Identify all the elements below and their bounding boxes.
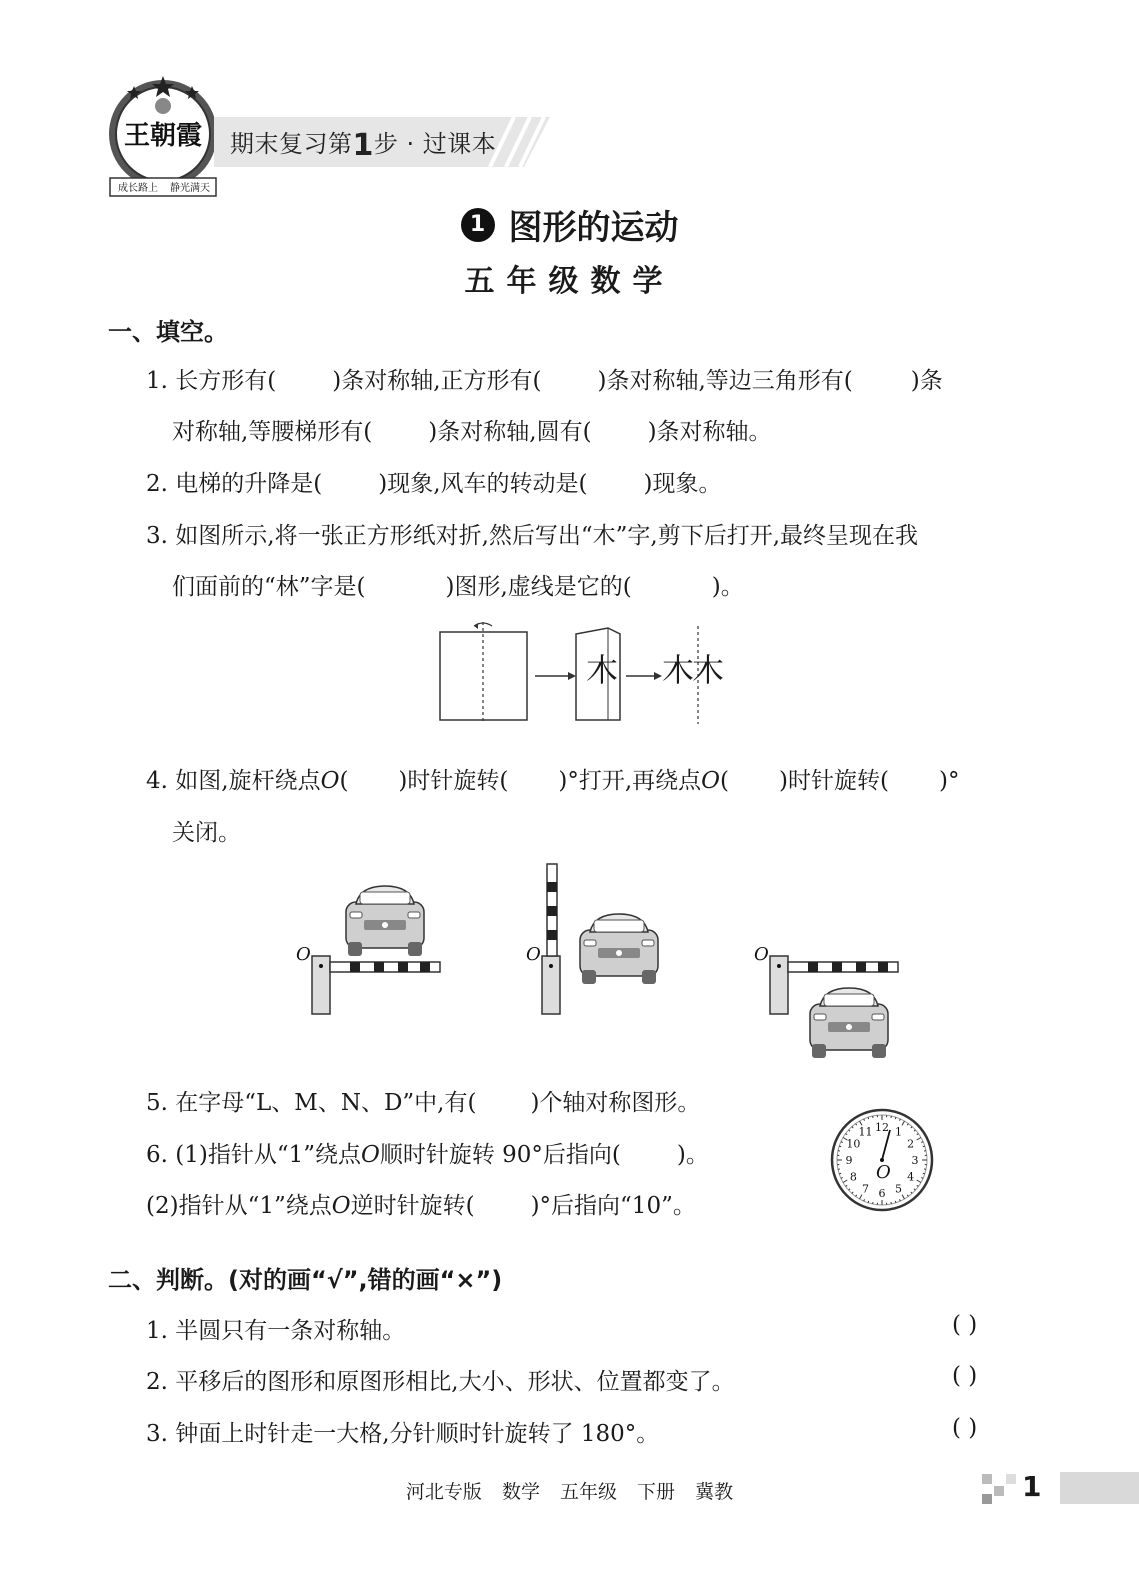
q4-text-c: )时针旋转( [398,768,509,794]
footer-book-info: 河北专版 数学 五年级 下册 冀教 [405,1481,734,1503]
judge-2-answer-box[interactable]: ( ) [952,1363,978,1389]
q6-text-f: )°后指向“10”。 [530,1193,696,1219]
question-1-line-1 [146,362,943,395]
clock-number: 9 [845,1154,853,1167]
q6-text-c: )。 [676,1142,709,1168]
question-3-line-1: 3. 如图所示,将一张正方形纸对折,然后写出“木”字,剪下后打开,最终呈现在我 [146,523,919,549]
q4-text-b: ( [339,768,349,794]
q3-text-c: )图形,虚线是它的( [445,574,632,600]
q3-text-b: 们面前的“林”字是( [172,574,366,600]
q6-text-d: (2)指针从“1”绕点 [146,1193,332,1219]
section-judge: 二、判断。(对的画“√”,错的画“×”) [108,1266,503,1294]
q6-text-a: 6. (1)指针从“1”绕点 [146,1142,361,1168]
page-title [461,200,679,249]
header-banner-text [230,124,496,163]
q4-text-d: )°打开,再绕点 [558,768,702,794]
q4-text-b2: ( [720,768,730,794]
clock-tick [839,1146,841,1147]
q3-text-d: )。 [711,574,744,600]
judge-3-text: 3. 钟面上时针走一大格,分针顺时针旋转了 180°。 [146,1421,660,1447]
footer-decor-icon [982,1474,1018,1504]
svg-text:静光满天: 静光满天 [170,183,210,194]
question-4-line-2: 关闭。 [172,820,241,846]
clock-number: 3 [911,1154,919,1167]
judge-3-answer-box[interactable]: ( ) [952,1415,978,1441]
point-o-label-2: O [526,944,541,965]
barrier-gate-figure [290,860,910,1060]
q1-text-a: 1. 长方形有( [146,368,277,394]
q4-text-a: 4. 如图,旋杆绕点 [146,768,321,794]
q1-text-f: )条对称轴,圆有( [428,419,592,445]
q1-text-e: 对称轴,等腰梯形有( [172,419,373,445]
q1-text-d: )条 [910,368,943,394]
svg-text:王朝霞: 王朝霞 [123,121,203,151]
q6-text-e: 逆时针旋转( [350,1193,475,1219]
banner-post: 步 · 过课本 [373,130,497,158]
question-3-line-2 [172,568,744,601]
title-number-badge: 1 [461,208,495,242]
banner-num: 1 [352,128,374,163]
clock-number: 2 [907,1137,915,1151]
point-o-label-3: O [754,944,769,965]
page-subtitle: 五年级数学 [464,264,675,299]
brand-logo [104,72,222,204]
char-mu: 木 [586,651,619,689]
question-2 [146,465,721,498]
q2-text-b: )现象,风车的转动是( [378,471,588,497]
section-fill-blank: 一、填空。 [108,318,228,346]
question-6-part-1 [146,1136,709,1169]
q2-text-c: )现象。 [643,471,722,497]
q6-point-o-2: O [331,1193,351,1219]
clock-tick [923,1146,925,1147]
page-title-wrap [0,200,1139,249]
clock-number: 10 [846,1137,861,1151]
question-1-line-2 [172,413,772,446]
clock-number: 11 [858,1125,873,1139]
svg-text:成长路上: 成长路上 [118,183,158,194]
question-6-part-2 [146,1187,696,1220]
clock-tick [868,1201,869,1203]
car-3 [810,988,888,1058]
clock-tick [868,1117,869,1119]
title-text: 图形的运动 [508,208,679,248]
clock-number: 4 [907,1170,915,1184]
page-number-bar [1060,1472,1139,1504]
clock-number: 7 [862,1182,869,1196]
judge-2-text: 2. 平移后的图形和原图形相比,大小、形状、位置都变了。 [146,1369,735,1395]
judge-1-text: 1. 半圆只有一条对称轴。 [146,1318,406,1344]
q6-text-b: 顺时针旋转 90°后指向( [379,1142,621,1168]
q2-text-a: 2. 电梯的升降是( [146,471,323,497]
judge-1-answer-box[interactable]: ( ) [952,1312,978,1338]
clock-number: 8 [849,1170,857,1184]
car-1 [346,886,424,956]
q1-text-b: )条对称轴,正方形有( [332,368,542,394]
question-5 [146,1084,700,1117]
car-2 [580,914,658,984]
q4-text-e: )时针旋转( [779,768,889,794]
clock-tick [895,1117,896,1119]
clock-number: 12 [875,1121,889,1134]
q5-text-a: 5. 在字母“L、M、N、D”中,有( [146,1090,477,1116]
clock-number: 1 [895,1125,902,1139]
banner-pre: 期末复习第 [230,130,353,158]
point-o-label-1: O [296,944,311,965]
clock-tick [923,1173,925,1174]
clock-tick [895,1201,896,1203]
question-4-line-1 [146,762,959,795]
clock-number: 5 [895,1182,902,1196]
q4-point-o-1: O [320,768,340,794]
q5-text-b: )个轴对称图形。 [530,1090,701,1116]
q4-point-o-2: O [701,768,721,794]
char-lin: 木木 [662,651,723,689]
q4-text-f: )° [938,768,960,794]
clock-face-icon [828,1108,938,1214]
clock-number: 6 [878,1187,886,1200]
page-number: 1 [1022,1470,1042,1503]
clock-tick [839,1173,841,1174]
clock-center-o: O [876,1162,891,1183]
q1-text-g: )条对称轴。 [647,419,772,445]
q1-text-c: )条对称轴,等边三角形有( [597,368,853,394]
q6-point-o-1: O [361,1142,380,1168]
